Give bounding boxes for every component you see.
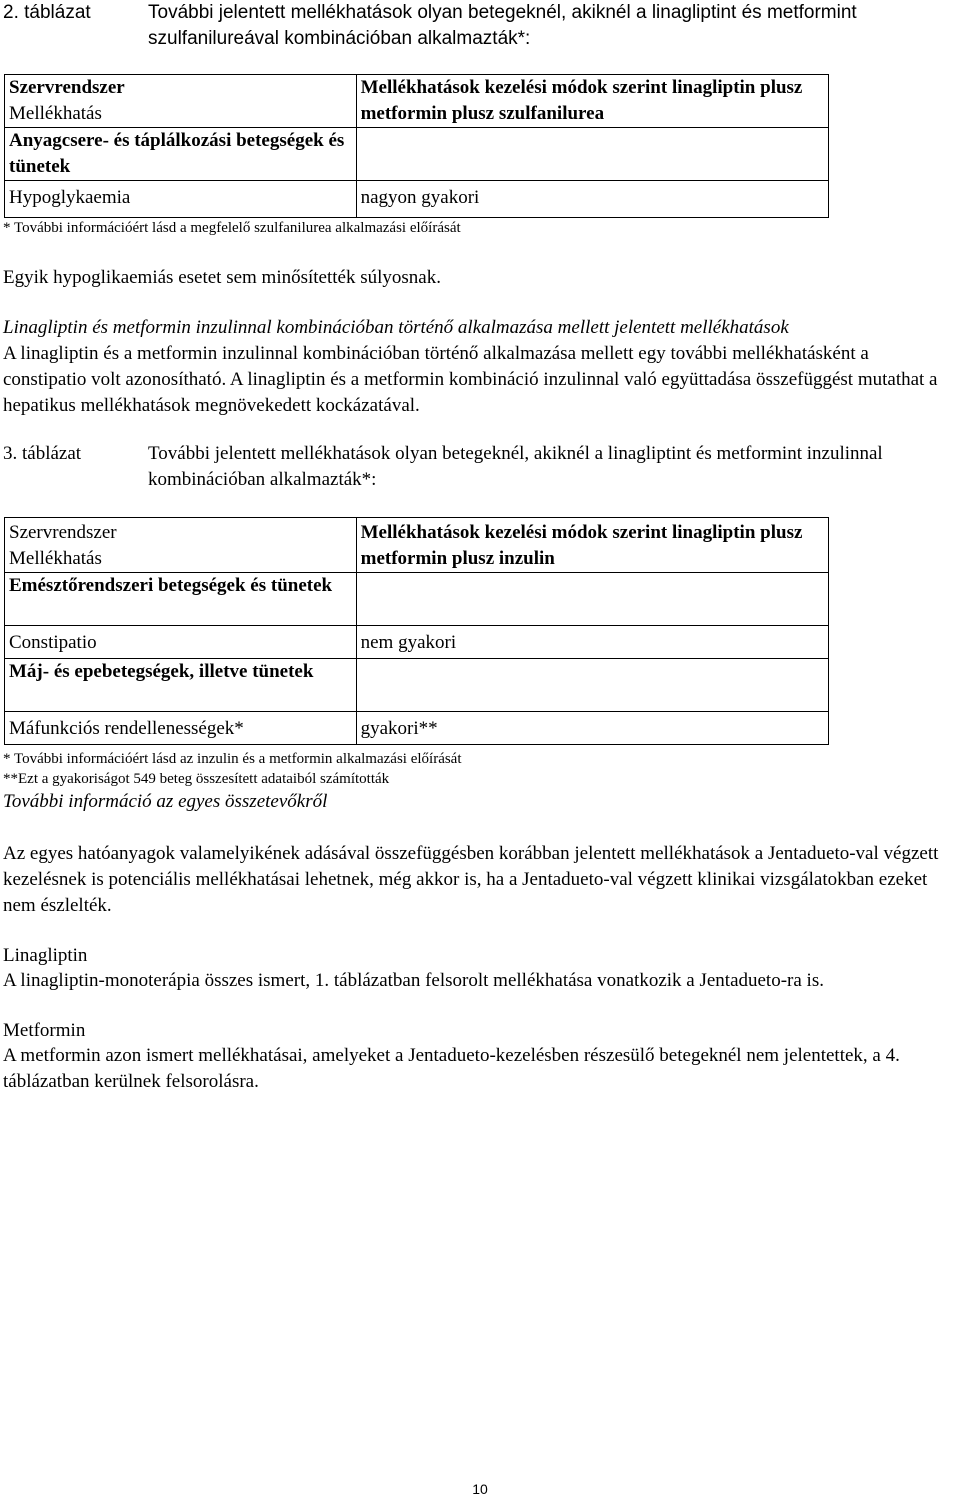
table3-freq-uncommon: nem gyakori bbox=[360, 632, 457, 653]
linagliptin-body: A linagliptin-monoterápia összes ismert, 1. táblázatban felsorolt mellékhatása vonatkozik a Jentadueto-ra is. bbox=[3, 970, 824, 991]
table2-soc-row bbox=[5, 128, 357, 181]
table2-freq-very-common: nagyon gyakori bbox=[360, 187, 480, 208]
table3-footnote-1: * További információért lásd az inzulin és a metformin alkalmazási előírását bbox=[3, 751, 462, 767]
table3-term-liver-function: Máfunkciós rendellenességek* bbox=[9, 718, 244, 739]
table3-soc1-row bbox=[5, 573, 357, 626]
table3-term1-cell bbox=[5, 626, 357, 659]
table3-caption-number: 3. táblázat bbox=[3, 443, 82, 464]
page-number: 10 bbox=[472, 1481, 488, 1497]
table3-freq2-cell bbox=[356, 712, 828, 745]
table3-soc-gastrointestinal: Emésztőrendszeri betegségek és tünetek bbox=[9, 575, 333, 596]
table3 bbox=[4, 517, 829, 745]
table2-header-col1 bbox=[5, 75, 357, 128]
table3-soc2-empty-cell bbox=[356, 659, 828, 712]
table2-term-hypoglycaemia: Hypoglykaemia bbox=[9, 187, 131, 208]
table2-header-soc-label: Szervrendszer bbox=[9, 77, 125, 98]
linagliptin-heading: Linagliptin bbox=[3, 945, 88, 966]
table3-soc2-row bbox=[5, 659, 357, 712]
section-components-body: Az egyes hatóanyagok valamelyikének adásával összefüggésben korábban jelentett mellékhatások a Jentadueto-val végzett kezelésnek is potenciális mellékhatásai lehetnek, még akkor is, ha a Jentadueto-val végzett klinikai vizsgálatokban ezeket nem észlelték. bbox=[3, 843, 939, 916]
table2-footnote: * További információért lásd a megfelelő szulfanilurea alkalmazási előírását bbox=[3, 220, 461, 236]
table3-soc1-empty-cell bbox=[356, 573, 828, 626]
table2-header-treatment-label: Mellékhatások kezelési módok szerint linagliptin plusz metformin plusz szulfanilurea bbox=[360, 77, 803, 124]
table2-caption-number: 2. táblázat bbox=[3, 2, 91, 23]
table2-header-col2 bbox=[356, 75, 828, 128]
table3-header-col2 bbox=[356, 518, 828, 573]
hypoglycaemia-note: Egyik hypoglikaemiás esetet sem minősítették súlyosnak. bbox=[3, 267, 441, 288]
metformin-body: A metformin azon ismert mellékhatásai, amelyeket a Jentadueto-kezelésben részesülő betegeknél nem jelentettek, a 4. táblázatban kerülnek felsorolásra. bbox=[3, 1045, 900, 1092]
table2-soc-metabolism: Anyagcsere- és táplálkozási betegségek és tünetek bbox=[9, 130, 345, 177]
table2 bbox=[4, 74, 829, 218]
table3-soc-hepatobiliary: Máj- és epebetegségek, illetve tünetek bbox=[9, 661, 314, 682]
table3-caption-text: További jelentett mellékhatások olyan betegeknél, akiknél a linagliptint és metformint inzulinnal kombinációban alkalmazták*: bbox=[148, 443, 883, 490]
section-components-heading: További információ az egyes összetevőkről bbox=[3, 791, 328, 812]
table3-footnote-2: **Ezt a gyakoriságot 549 beteg összesített adataiból számították bbox=[3, 771, 390, 787]
table2-freq-cell bbox=[356, 181, 828, 218]
table3-term-constipation: Constipatio bbox=[9, 632, 97, 653]
table2-soc-empty-cell bbox=[356, 128, 828, 181]
table3-header-col1 bbox=[5, 518, 357, 573]
section-insulin-body: A linagliptin és a metformin inzulinnal kombinációban történő alkalmazása mellett egy további mellékhatásként a constipatio volt azonosítható. A linagliptin és a metformin kombináció inzulinnal való együttadása összefüggést mutathat a hepatikus mellékhatások megnövekedett kockázatával. bbox=[3, 343, 938, 416]
table2-term-cell bbox=[5, 181, 357, 218]
metformin-heading: Metformin bbox=[3, 1020, 86, 1041]
table3-header-treatment-label: Mellékhatások kezelési módok szerint linagliptin plusz metformin plusz inzulin bbox=[360, 522, 803, 569]
table2-caption-text: További jelentett mellékhatások olyan betegeknél, akiknél a linagliptint és metformint szulfanilureával kombinációban alkalmazták*: bbox=[148, 2, 857, 49]
table3-header-term-label: Mellékhatás bbox=[9, 548, 102, 569]
section-insulin-heading: Linagliptin és metformin inzulinnal kombinációban történő alkalmazása mellett jelentett mellékhatások bbox=[3, 317, 789, 338]
table3-freq1-cell bbox=[356, 626, 828, 659]
table2-header-term-label: Mellékhatás bbox=[9, 103, 102, 124]
table3-header-soc-label: Szervrendszer bbox=[9, 522, 117, 543]
table3-term2-cell bbox=[5, 712, 357, 745]
table3-freq-common: gyakori** bbox=[360, 718, 438, 739]
